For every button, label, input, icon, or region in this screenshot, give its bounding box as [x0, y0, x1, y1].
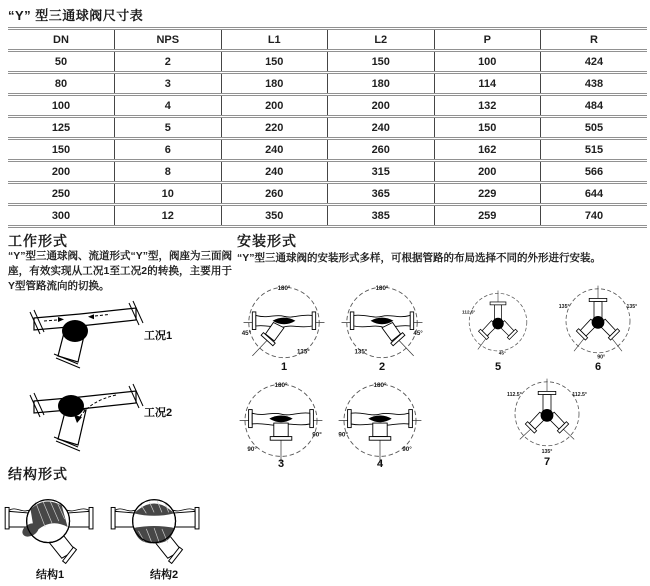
table-row [8, 205, 647, 227]
table-cell: 240 [221, 139, 328, 161]
structure-1-diagram [2, 486, 102, 566]
table-row [8, 51, 647, 73]
table-cell: 50 [54, 55, 68, 68]
table-cell: 740 [541, 205, 648, 227]
table-row [8, 117, 647, 139]
angle-label: 90° [312, 431, 322, 439]
diagram-number: 2 [378, 361, 386, 373]
col-header-p: P [434, 29, 541, 51]
table-cell: 200 [328, 95, 435, 117]
table-cell: 200 [51, 165, 71, 178]
table-cell: 385 [328, 205, 435, 227]
table-row [8, 95, 647, 117]
table-cell: 200 [221, 95, 328, 117]
table-row [8, 139, 647, 161]
angle-label: 112.5° [572, 392, 587, 399]
structure-1-label: 结构1 [36, 569, 65, 581]
table-cell: 315 [328, 161, 435, 183]
condition-1-diagram [28, 300, 143, 370]
table-header-row [8, 29, 647, 51]
table-cell: 12 [115, 205, 222, 227]
table-cell: 150 [221, 51, 328, 73]
diagram-number: 5 [494, 361, 502, 373]
angle-label: 45° [498, 350, 506, 356]
col-header-dn: DN [53, 33, 69, 46]
angle-label: 90° [597, 354, 606, 361]
table-cell: 566 [541, 161, 648, 183]
table-cell: 515 [541, 139, 648, 161]
working-section-paragraph: “Y”型三通球阀、流道形式“Y”型，阀座为三面阀座，有效实现从工况1至工况2的转换，主要用于Y型管路流向的切换。 [8, 250, 233, 292]
condition-2-diagram [28, 383, 143, 455]
table-cell: 424 [541, 51, 648, 73]
structure-2-diagram [108, 486, 208, 566]
structure-section-heading: 结构形式 [8, 466, 68, 482]
table-cell: 300 [51, 209, 71, 222]
col-header-l1: L1 [221, 29, 328, 51]
table-cell: 8 [115, 161, 222, 183]
condition-2-label: 工况2 [144, 407, 173, 419]
installation-diagram-5 [462, 289, 534, 361]
table-cell: 2 [115, 51, 222, 73]
angle-label: 90° [247, 446, 257, 453]
table-cell: 260 [328, 139, 435, 161]
diagram-number: 7 [543, 456, 551, 468]
angle-label: 135° [541, 449, 553, 455]
table-cell: 150 [51, 143, 71, 156]
table-cell: 438 [541, 73, 648, 95]
table-cell: 100 [434, 51, 541, 73]
table-cell: 100 [51, 99, 71, 112]
diagram-number: 4 [376, 458, 384, 470]
col-header-r: R [541, 29, 648, 51]
angle-label: 135° [354, 348, 368, 356]
table-cell: 10 [115, 183, 222, 205]
col-header-nps: NPS [115, 29, 222, 51]
installation-diagram-6 [558, 284, 638, 364]
angle-label: 45° [413, 329, 423, 337]
installation-diagram-3 [236, 379, 326, 469]
angle-label: 90° [338, 431, 348, 439]
page-title: “Y” 型三通球阀尺寸表 [8, 8, 144, 23]
installation-section-heading: 安装形式 [237, 233, 297, 249]
angle-label: 135° [626, 304, 638, 310]
table-cell: 150 [328, 51, 435, 73]
installation-diagram-7 [507, 377, 587, 457]
angle-label: 135° [558, 304, 570, 310]
table-cell: 150 [434, 117, 541, 139]
table-cell: 6 [115, 139, 222, 161]
installation-section-paragraph: “Y”型三通球阀的安装形式多样，可根据管路的布局选择不同的外形进行安装。 [237, 252, 602, 264]
table-cell: 259 [434, 205, 541, 227]
diagram-number: 6 [594, 361, 602, 373]
installation-diagram-2 [338, 282, 426, 370]
table-row [8, 161, 647, 183]
table-cell: 132 [434, 95, 541, 117]
dimensions-table [8, 27, 647, 228]
table-cell: 484 [541, 95, 648, 117]
angle-label: 112.5° [507, 392, 522, 399]
table-cell: 240 [221, 161, 328, 183]
table-row [8, 183, 647, 205]
table-cell: 365 [328, 183, 435, 205]
installation-diagram-1 [240, 282, 328, 370]
table-cell: 240 [328, 117, 435, 139]
angle-label: 180° [274, 382, 288, 390]
table-cell: 250 [51, 187, 71, 200]
angle-label: 45° [241, 329, 252, 337]
table-cell: 125 [51, 121, 71, 134]
installation-diagram-4 [335, 379, 425, 469]
angle-label: 90° [402, 446, 412, 453]
table-cell: 350 [221, 205, 328, 227]
angle-label: 180° [277, 284, 291, 292]
table-cell: 180 [221, 73, 328, 95]
angle-label: 112.5° [462, 309, 476, 315]
table-cell: 4 [115, 95, 222, 117]
table-cell: 80 [54, 77, 68, 90]
table-cell: 114 [434, 73, 541, 95]
table-cell: 644 [541, 183, 648, 205]
condition-1-label: 工况1 [144, 330, 173, 342]
table-cell: 3 [115, 73, 222, 95]
table-cell: 505 [541, 117, 648, 139]
angle-label: 180° [373, 382, 387, 390]
structure-2-label: 结构2 [150, 569, 179, 581]
table-cell: 229 [434, 183, 541, 205]
col-header-l2: L2 [328, 29, 435, 51]
table-cell: 180 [328, 73, 435, 95]
table-cell: 260 [221, 183, 328, 205]
table-cell: 220 [221, 117, 328, 139]
table-cell: 200 [434, 161, 541, 183]
table-cell: 162 [434, 139, 541, 161]
diagram-number: 3 [277, 458, 285, 470]
diagram-number: 1 [280, 361, 288, 373]
table-cell: 5 [115, 117, 222, 139]
angle-label: 135° [296, 348, 310, 356]
working-section-heading: 工作形式 [8, 233, 68, 249]
angle-label: 180° [375, 284, 389, 292]
table-row [8, 73, 647, 95]
